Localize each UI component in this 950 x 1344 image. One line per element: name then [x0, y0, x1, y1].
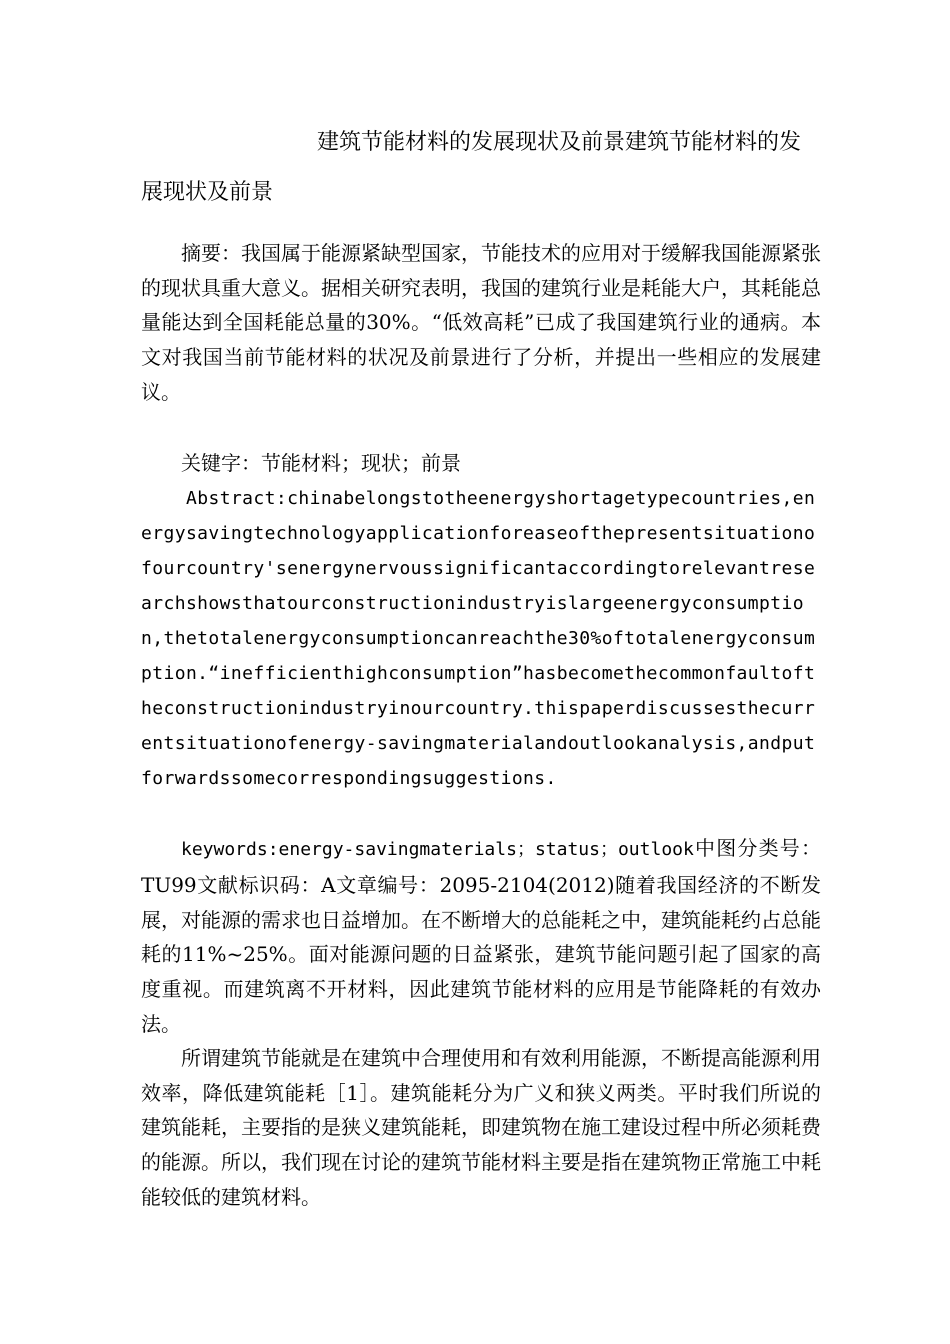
keywords-english: keywords:energy-savingmaterials；status；outlook: [181, 839, 694, 860]
keywords-chinese: 关键字：节能材料；现状；前景: [181, 451, 461, 475]
abstract-english: Abstract:chinabelongstotheenergyshortagetypecountries,energysavingtechnologyapplicationforeaseofthepresentsituationofourcountry'senergynervoussignificantaccordingtorelevantresearchshowsthatourconstructionindustryislargeenergyconsumption,thetotalenergyconsumptioncanreachthe30%oftotalenergyconsumption.“inefficienthighconsumption”hasbecomethecommonfaultoftheconstructionindustryinourcountry.thispaperdiscussesthecurrentsituationofenergy-savingmaterialandoutlookanalysis,andputforwardssomecorrespondingsuggestions.: [141, 488, 816, 789]
keywords-and-intro-paragraph: [141, 831, 821, 1042]
body-paragraph: 所谓建筑节能就是在建筑中合理使用和有效利用能源，不断提高能源利用效率，降低建筑能耗［1］。建筑能耗分为广义和狭义两类。平时我们所说的建筑能耗，主要指的是狭义建筑能耗，即建筑物在施工建设过程中所必须耗费的能源。所以，我们现在讨论的建筑节能材料主要是指在建筑物正常施工中耗能较低的建筑材料。: [141, 1046, 821, 1209]
document-title: 建筑节能材料的发展现状及前景建筑节能材料的发展现状及前景: [141, 130, 802, 205]
abstract-chinese: 摘要：我国属于能源紧缺型国家，节能技术的应用对于缓解我国能源紧张的现状具重大意义。据相关研究表明，我国的建筑行业是耗能大户，其耗能总量能达到全国耗能总量的30%。“低效高耗”已成了我国建筑行业的通病。本文对我国当前节能材料的状况及前景进行了分析，并提出一些相应的发展建议。: [141, 241, 821, 404]
intro-paragraph: 中图分类号：TU99文献标识码：A文章编号：2095-2104(2012)随着我国经济的不断发展，对能源的需求也日益增加。在不断增大的总能耗之中，建筑能耗约占总能耗的11%~25%。面对能源问题的日益紧张，建筑节能问题引起了国家的高度重视。而建筑离不开材料，因此建筑节能材料的应用是节能降耗的有效办法。: [141, 836, 821, 1036]
